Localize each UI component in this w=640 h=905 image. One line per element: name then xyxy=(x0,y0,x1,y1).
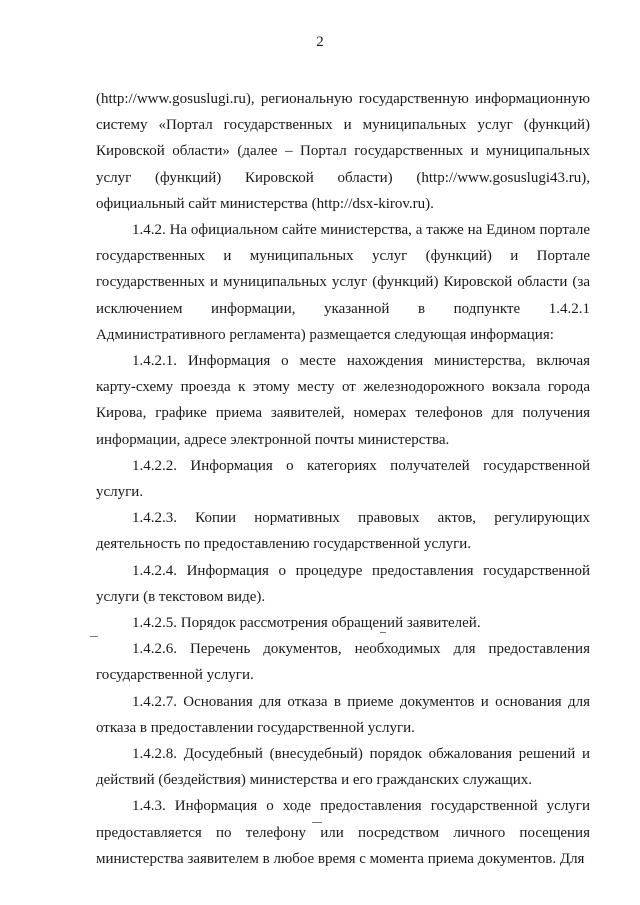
scan-artifact xyxy=(90,636,98,637)
paragraph: 1.4.2.2. Информация о категориях получателей государственной услуги. xyxy=(96,457,590,501)
paragraph: 1.4.3. Информация о ходе предоставления государственной услуги предоставляется по телефону или посредством личного посещения министерства заявителем в любое время с момента приема документов. Для xyxy=(96,798,590,867)
paragraph: 1.4.2.7. Основания для отказа в приеме документов и основания для отказа в предоставлении государственной услуги. xyxy=(96,693,590,736)
scan-artifact xyxy=(380,632,386,633)
page-number: 2 xyxy=(316,34,324,50)
paragraph: (http://www.gosuslugi.ru), региональную государственную информационную систему «Портал государственных и муниципальных услуг (функций) Кировской области» (далее – Портал государственных и муниципальных услуг (функций) Кировской области) (http://www.gosuslugi43.ru), официальный сайт министерства (http://dsx-kirov.ru). xyxy=(96,91,590,212)
paragraph: 1.4.2. На официальном сайте министерства, а также на Едином портале государственных и муниципальных услуг (функций) и Портале государственных и муниципальных услуг (функций) Кировской области (за исключением информации, указанной в подпункте 1.4.2.1 Административного регламента) размещается следующая информация: xyxy=(96,222,590,343)
paragraph: 1.4.2.3. Копии нормативных правовых актов, регулирующих деятельность по предоставлению государственной услуги. xyxy=(96,510,590,553)
paragraph: 1.4.2.6. Перечень документов, необходимых для предоставления государственной услуги. xyxy=(96,641,590,684)
scan-artifact xyxy=(312,822,322,823)
paragraph: 1.4.2.5. Порядок рассмотрения обращений заявителей. xyxy=(132,615,481,632)
paragraph: 1.4.2.8. Досудебный (внесудебный) порядок обжалования решений и действий (бездействия) министерства и его гражданских служащих. xyxy=(96,746,590,789)
document-body xyxy=(96,86,590,872)
paragraph: 1.4.2.4. Информация о процедуре предоставления государственной услуги (в текстовом виде). xyxy=(96,562,590,605)
paragraph: 1.4.2.1. Информация о месте нахождения министерства, включая карту-схему проезда к этому месту от железнодорожного вокзала города Кирова, графике приема заявителей, номерах телефонов для получения информации, адресе электронной почты министерства. xyxy=(96,353,590,448)
